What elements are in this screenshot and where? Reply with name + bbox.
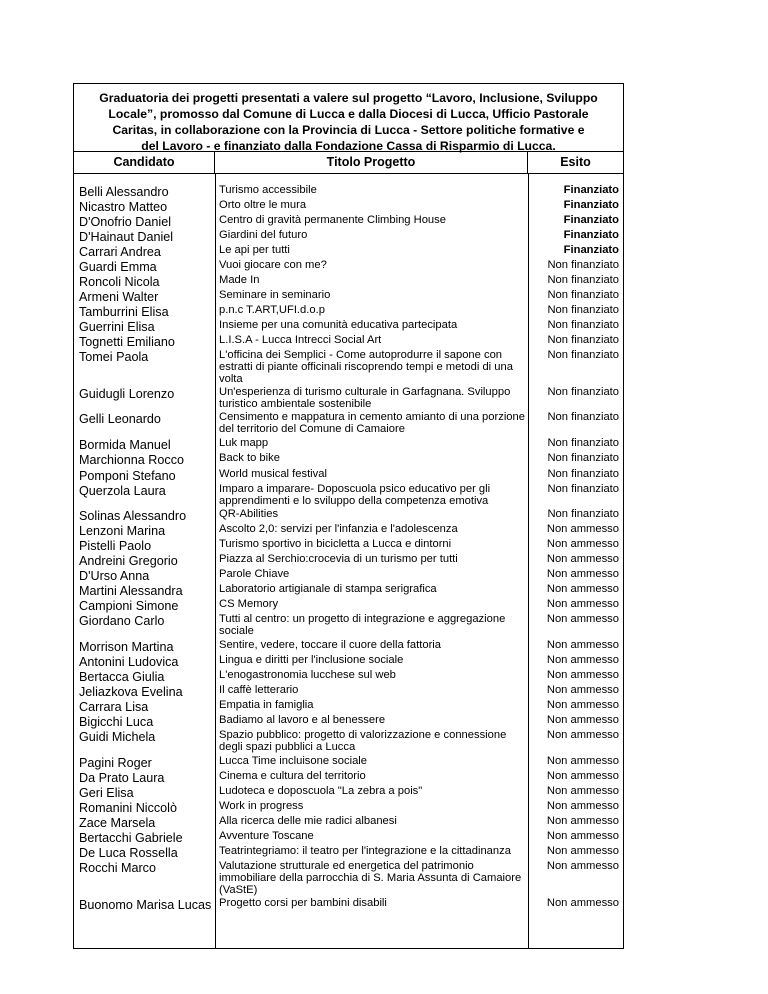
- project-title: Ascolto 2,0: servizi per l'infanzia e l'adolescenza: [219, 523, 458, 535]
- project-title: Avventure Toscane: [219, 830, 314, 842]
- project-title: Cinema e cultura del territorio: [219, 770, 366, 782]
- project-title: Back to bike: [219, 452, 280, 464]
- project-title: Lingua e diritti per l'inclusione sociale: [219, 654, 404, 666]
- ranking-table: [73, 83, 624, 949]
- candidate-name: Armeni Walter: [79, 290, 159, 304]
- project-title: Imparo a imparare- Doposcuola psico educativo per gli apprendimenti e lo sviluppo della competenza emotiva: [219, 483, 491, 508]
- project-title: Empatia in famiglia: [219, 699, 314, 711]
- outcome-status: Non finanziato: [547, 386, 619, 398]
- outcome-status: Non ammesso: [546, 815, 619, 827]
- candidate-name: Guidugli Lorenzo: [79, 387, 175, 401]
- candidate-name: Bormida Manuel: [79, 438, 171, 452]
- outcome-status: Non finanziato: [547, 274, 619, 286]
- candidate-name: Lenzoni Marina: [79, 524, 166, 538]
- outcome-status: Non ammesso: [546, 568, 619, 580]
- project-title: Made In: [219, 274, 260, 286]
- candidate-name: Guardi Emma: [79, 260, 157, 274]
- outcome-status: Non ammesso: [546, 553, 619, 565]
- candidate-name: D'Hainaut Daniel: [79, 230, 174, 244]
- outcome-status: Finanziato: [563, 184, 619, 196]
- candidate-name: D'Urso Anna: [79, 569, 150, 583]
- project-title: Seminare in seminario: [219, 289, 331, 301]
- project-title: Orto oltre le mura: [219, 199, 307, 211]
- candidate-name: Pistelli Paolo: [79, 539, 152, 553]
- candidate-name: Buonomo Marisa Lucas: [79, 898, 212, 912]
- candidate-name: Roncoli Nicola: [79, 275, 160, 289]
- project-title: Laboratorio artigianale di stampa serigrafica: [219, 583, 437, 595]
- outcome-status: Non ammesso: [546, 860, 619, 872]
- candidate-name: Tomei Paola: [79, 350, 149, 364]
- project-title: Turismo sportivo in bicicletta a Lucca e dintorni: [219, 538, 452, 550]
- outcome-status: Non finanziato: [547, 508, 619, 520]
- project-title: World musical festival: [219, 468, 327, 480]
- candidate-name: Da Prato Laura: [79, 771, 165, 785]
- project-title: Work in progress: [219, 800, 304, 812]
- candidate-name: Geri Elisa: [79, 786, 134, 800]
- outcome-status: Non finanziato: [547, 483, 619, 495]
- project-title: Progetto corsi per bambini disabili: [219, 897, 387, 909]
- header-titolo: Titolo Progetto: [215, 152, 528, 173]
- outcome-status: Non finanziato: [547, 411, 619, 423]
- outcome-status: Non ammesso: [546, 669, 619, 681]
- outcome-status: Finanziato: [563, 199, 619, 211]
- candidate-name: Bigicchi Luca: [79, 715, 154, 729]
- project-title: L'enogastronomia lucchese sul web: [219, 669, 396, 681]
- column-divider: [215, 173, 216, 948]
- outcome-status: Non ammesso: [546, 845, 619, 857]
- outcome-status: Finanziato: [563, 244, 619, 256]
- project-title: Centro di gravità permanente Climbing House: [219, 214, 446, 226]
- project-title: Tutti al centro: un progetto di integrazione e aggregazione sociale: [219, 613, 506, 638]
- candidate-name: Andreini Gregorio: [79, 554, 178, 568]
- candidate-name: Romanini Niccolò: [79, 801, 177, 815]
- project-title: L.I.S.A - Lucca Intrecci Social Art: [219, 334, 382, 346]
- project-title: p.n.c T.ART,UFI.d.o.p: [219, 304, 325, 316]
- outcome-status: Non finanziato: [547, 304, 619, 316]
- outcome-status: Non ammesso: [546, 523, 619, 535]
- project-title: Valutazione strutturale ed energetica del patrimonio immobiliare della parrocchia di S. Maria Assunta di Camaiore (VaStE): [219, 860, 522, 897]
- column-divider: [528, 173, 529, 948]
- candidate-name: Solinas Alessandro: [79, 509, 187, 523]
- outcome-status: Non finanziato: [547, 437, 619, 449]
- outcome-status: Non ammesso: [546, 583, 619, 595]
- candidate-name: Antonini Ludovica: [79, 655, 179, 669]
- outcome-status: Non ammesso: [546, 684, 619, 696]
- project-title: Censimento e mappatura in cemento amianto di una porzione del territorio del Comune di Camaiore: [219, 411, 525, 436]
- outcome-status: Finanziato: [563, 214, 619, 226]
- candidate-name: Gelli Leonardo: [79, 412, 161, 426]
- candidate-name: Guidi Michela: [79, 730, 156, 744]
- outcome-status: Non ammesso: [546, 897, 619, 909]
- candidate-name: Rocchi Marco: [79, 861, 156, 875]
- project-title: Il caffè letterario: [219, 684, 299, 696]
- outcome-status: Non ammesso: [546, 800, 619, 812]
- candidate-name: D'Onofrio Daniel: [79, 215, 171, 229]
- outcome-status: Non finanziato: [547, 259, 619, 271]
- outcome-status: Non ammesso: [546, 770, 619, 782]
- outcome-status: Non ammesso: [546, 699, 619, 711]
- outcome-status: Non ammesso: [546, 598, 619, 610]
- header-candidato: Candidato: [74, 152, 215, 173]
- outcome-status: Finanziato: [563, 229, 619, 241]
- outcome-status: Non ammesso: [546, 714, 619, 726]
- candidate-name: Pomponi Stefano: [79, 469, 176, 483]
- outcome-status: Non ammesso: [546, 538, 619, 550]
- document-title: [74, 84, 623, 152]
- project-title: Sentire, vedere, toccare il cuore della fattoria: [219, 639, 442, 651]
- outcome-status: Non ammesso: [546, 639, 619, 651]
- candidate-name: Carrara Lisa: [79, 700, 149, 714]
- project-title: Lucca Time incluisone sociale: [219, 755, 367, 767]
- project-title: Turismo accessibile: [219, 184, 317, 196]
- project-title: Parole Chiave: [219, 568, 290, 580]
- candidate-name: Carrari Andrea: [79, 245, 161, 259]
- candidate-name: Tognetti Emiliano: [79, 335, 175, 349]
- project-title: Alla ricerca delle mie radici albanesi: [219, 815, 397, 827]
- candidate-name: Jeliazkova Evelina: [79, 685, 183, 699]
- project-title: QR-Abilities: [219, 508, 279, 520]
- candidate-name: De Luca Rossella: [79, 846, 178, 860]
- project-title: CS Memory: [219, 598, 279, 610]
- outcome-status: Non finanziato: [547, 289, 619, 301]
- header-esito: Esito: [560, 155, 591, 169]
- candidate-name: Bertacchi Gabriele: [79, 831, 183, 845]
- candidate-name: Marchionna Rocco: [79, 453, 184, 467]
- project-title: Piazza al Serchio:crocevia di un turismo per tutti: [219, 553, 458, 565]
- project-title: Spazio pubblico: progetto di valorizzazione e connessione degli spazi pubblici a Lucca: [219, 729, 507, 754]
- project-title: Vuoi giocare con me?: [219, 259, 327, 271]
- title-line: Graduatoria dei progetti presentati a valere sul progetto “Lavoro, Inclusione, Sviluppo: [99, 91, 598, 105]
- project-title: Teatrintegriamo: il teatro per l'integrazione e la cittadinanza: [219, 845, 511, 857]
- candidate-name: Tamburrini Elisa: [79, 305, 169, 319]
- outcome-status: Non ammesso: [546, 613, 619, 625]
- project-title: Luk mapp: [219, 437, 269, 449]
- outcome-status: Non ammesso: [546, 785, 619, 797]
- header-divider: [74, 173, 623, 174]
- outcome-status: Non ammesso: [546, 654, 619, 666]
- title-line: del Lavoro - e finanziato dalla Fondazione Cassa di Risparmio di Lucca.: [141, 139, 556, 153]
- outcome-status: Non finanziato: [547, 334, 619, 346]
- title-line: Caritas, in collaborazione con la Provincia di Lucca - Settore politiche formative e: [112, 123, 585, 137]
- project-title: Un'esperienza di turismo culturale in Garfagnana. Sviluppo turistico ambientale sostenibile: [219, 386, 511, 411]
- project-title: Badiamo al lavoro e al benessere: [219, 714, 386, 726]
- candidate-name: Querzola Laura: [79, 484, 166, 498]
- candidate-name: Bertacca Giulia: [79, 670, 165, 684]
- title-line: Locale”, promosso dal Comune di Lucca e dalla Diocesi di Lucca, Ufficio Pastorale: [108, 107, 589, 121]
- outcome-status: Non ammesso: [546, 755, 619, 767]
- outcome-status: Non finanziato: [547, 319, 619, 331]
- candidate-name: Pagini Roger: [79, 756, 152, 770]
- outcome-status: Non finanziato: [547, 452, 619, 464]
- outcome-status: Non finanziato: [547, 468, 619, 480]
- candidate-name: Campioni Simone: [79, 599, 179, 613]
- candidate-name: Morrison Martina: [79, 640, 174, 654]
- candidate-name: Belli Alessandro: [79, 185, 169, 199]
- project-title: Giardini del futuro: [219, 229, 308, 241]
- candidate-name: Zace Marsela: [79, 816, 156, 830]
- candidate-name: Guerrini Elisa: [79, 320, 155, 334]
- candidate-name: Giordano Carlo: [79, 614, 165, 628]
- project-title: Insieme per una comunità educativa partecipata: [219, 319, 458, 331]
- candidate-name: Nicastro Matteo: [79, 200, 168, 214]
- outcome-status: Non ammesso: [546, 830, 619, 842]
- project-title: Le api per tutti: [219, 244, 290, 256]
- outcome-status: Non finanziato: [547, 349, 619, 361]
- candidate-name: Martini Alessandra: [79, 584, 183, 598]
- project-title: L'officina dei Semplici - Come autoprodurre il sapone con estratti di piante officinali riscoprendo tempi e metodi di una volta: [219, 349, 513, 386]
- outcome-status: Non ammesso: [546, 729, 619, 741]
- project-title: Ludoteca e doposcuola "La zebra a pois": [219, 785, 423, 797]
